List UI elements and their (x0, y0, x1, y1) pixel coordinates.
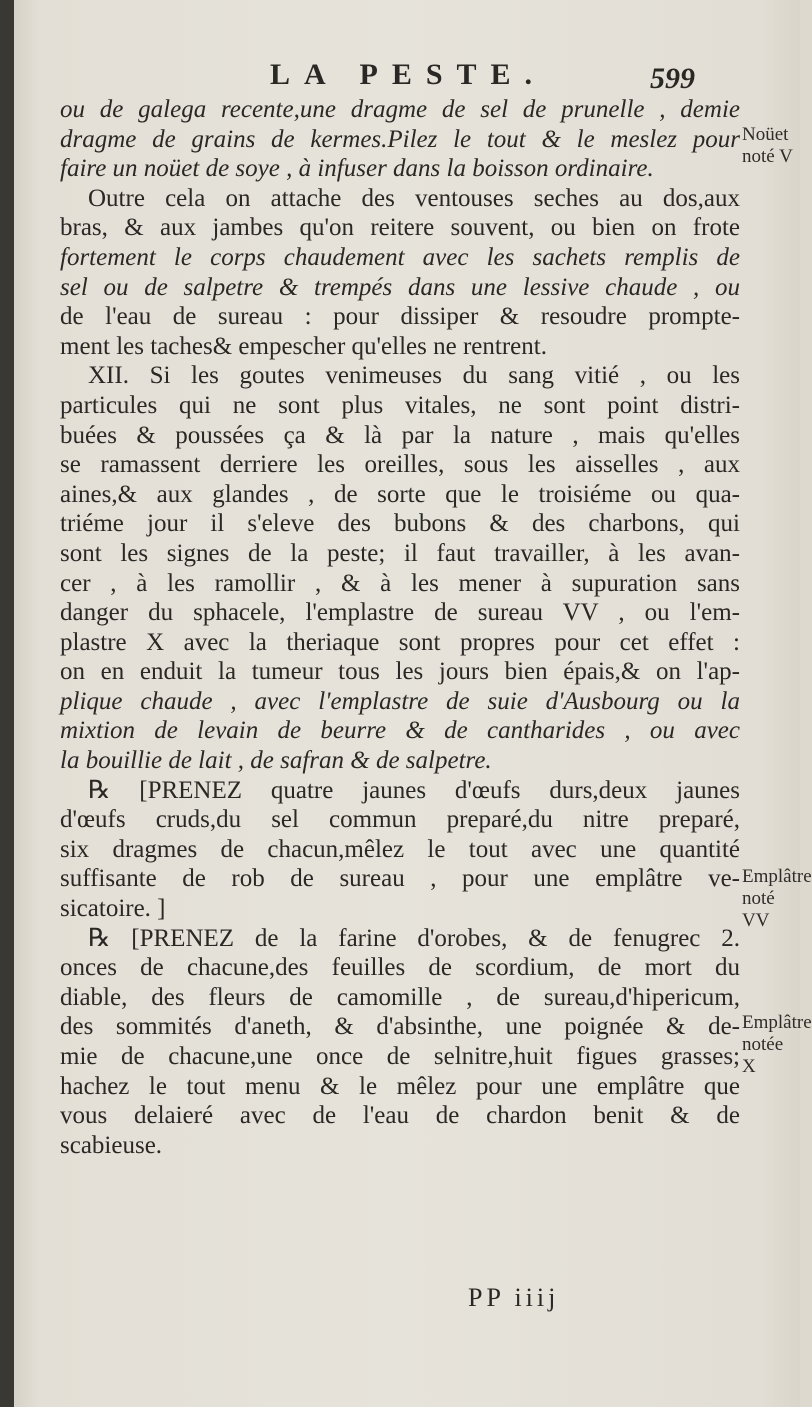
text-line: vous delaieré avec de l'eau de chardon benit & de (60, 1102, 740, 1130)
text-line: des sommités d'aneth, & d'absinthe, une poignée & de- (60, 1013, 740, 1041)
text-line: d'œufs cruds,du sel commun preparé,du nitre preparé, (60, 806, 740, 834)
text-line: faire un noüet de soye , à infuser dans la boisson ordinaire. (60, 155, 654, 183)
text-line: la bouillie de lait , de safran & de salpetre. (60, 747, 492, 775)
text-line: sont les signes de la peste; il faut travailler, à les avan- (60, 539, 740, 567)
text-line: hachez le tout menu & le mêlez pour une emplâtre que (60, 1072, 740, 1100)
text-line: danger du sphacele, l'emplastre de sureau VV , ou l'em- (60, 599, 740, 627)
margin-note: Emplâtre noté VV (742, 866, 812, 931)
text-line: particules qui ne sont plus vitales, ne sont point distri- (60, 391, 740, 419)
text-line: fortement le corps chaudement avec les sachets remplis de (60, 243, 740, 271)
signature-mark: PP iiij (468, 1283, 560, 1312)
text-line: sicatoire. ] (60, 895, 166, 923)
text-line: cer , à les ramollir , & à les mener à supuration sans (60, 569, 740, 597)
text-line: suffisante de rob de sureau , pour une emplâtre ve- (60, 865, 740, 893)
page-header (0, 58, 800, 98)
text-line: aines,& aux glandes , de sorte que le troisiéme ou qua- (60, 480, 740, 508)
text-line: ou de galega recente,une dragme de sel de prunelle , demie (60, 96, 740, 123)
text-line: ℞ [PRENEZ quatre jaunes d'œufs durs,deux jaunes (88, 776, 740, 804)
text-line: mixtion de levain de beurre & de cantharides , ou avec (60, 717, 740, 745)
text-line: six dragmes de chacun,mêlez le tout avec une quantité (60, 835, 740, 863)
text-line: XII. Si les goutes venimeuses du sang vitié , ou les (88, 362, 740, 390)
margin-note: Emplâtre notée X (742, 1012, 812, 1077)
text-line: ment les taches& empescher qu'elles ne rentrent. (60, 332, 547, 360)
book-gutter (0, 0, 14, 1407)
margin-note: Noüet noté V (742, 124, 793, 167)
text-line: mie de chacune,une once de selnitre,huit figues grasses; (60, 1043, 740, 1070)
running-title: LA PESTE. (270, 58, 547, 91)
text-line: on en enduit la tumeur tous les jours bien épais,& on l'ap- (60, 658, 740, 686)
text-line: plique chaude , avec l'emplastre de suie d'Ausbourg ou la (60, 687, 740, 715)
text-line: diable, des fleurs de camomille , de sureau,d'hipericum, (60, 983, 740, 1011)
text-line: scabieuse. (60, 1131, 163, 1159)
text-line: sel ou de salpetre & trempés dans une lessive chaude , ou (60, 273, 740, 301)
text-line: bras, & aux jambes qu'on reitere souvent, ou bien on frote (60, 214, 740, 242)
text-line: triéme jour il s'eleve des bubons & des charbons, qui (60, 510, 740, 538)
text-line: de l'eau de sureau : pour dissiper & resoudre prompte- (60, 303, 740, 331)
text-line: plastre X avec la theriaque sont propres pour cet effet : (60, 628, 740, 656)
text-line: ℞ [PRENEZ de la farine d'orobes, & de fenugrec 2. (88, 924, 740, 952)
text-line: dragme de grains de kermes.Pilez le tout & le meslez pour (60, 125, 740, 153)
text-line: Outre cela on attache des ventouses seches au dos,aux (88, 184, 740, 212)
page-number: 599 (650, 62, 695, 95)
text-line: buées & poussées ça & là par la nature , mais qu'elles (60, 421, 740, 449)
body-text (60, 95, 740, 1160)
text-line: onces de chacune,des feuilles de scordium, de mort du (60, 954, 740, 982)
text-line: se ramassent derriere les oreilles, sous les aisselles , aux (60, 451, 740, 479)
